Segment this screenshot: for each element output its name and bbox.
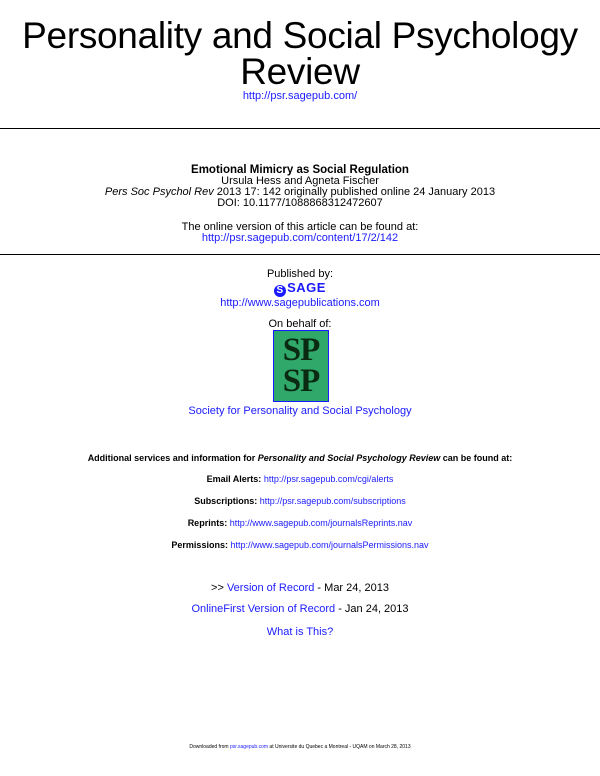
journal-title-line2: Review bbox=[240, 51, 360, 92]
services-heading-pre: Additional services and information for bbox=[87, 453, 258, 463]
publisher-link[interactable]: http://www.sagepublications.com bbox=[220, 297, 380, 309]
citation-details: 2013 17: 142 originally published online 24 January 2013 bbox=[213, 186, 496, 198]
divider-top bbox=[0, 128, 600, 129]
article-title: Emotional Mimicry as Social Regulation bbox=[191, 164, 409, 176]
journal-title-line1: Personality and Social Psychology bbox=[22, 15, 578, 56]
sage-logo[interactable] bbox=[274, 281, 326, 297]
online-version-text: The online version of this article can be found at: bbox=[181, 221, 419, 233]
article-authors: Ursula Hess and Agneta Fischer bbox=[221, 175, 379, 187]
service-reprints bbox=[0, 518, 600, 528]
onlinefirst-version-date: - Jan 24, 2013 bbox=[335, 603, 409, 615]
published-by-label: Published by: bbox=[266, 268, 334, 280]
footer-site-link[interactable]: psr.sagepub.com bbox=[229, 744, 269, 750]
spsp-logo-line1: SP bbox=[282, 332, 320, 368]
service-permissions bbox=[0, 540, 600, 550]
email-alerts-link[interactable]: http://psr.sagepub.com/cgi/alerts bbox=[263, 474, 394, 484]
version-of-record bbox=[0, 582, 600, 594]
services-heading-journal: Personality and Social Psychology Review bbox=[257, 453, 441, 463]
download-footer bbox=[0, 744, 600, 750]
service-label: Permissions: bbox=[171, 540, 228, 550]
citation-journal: Pers Soc Psychol Rev bbox=[104, 186, 214, 198]
publisher-info bbox=[0, 268, 600, 310]
onlinefirst-version-link[interactable]: OnlineFirst Version of Record bbox=[191, 603, 336, 615]
article-doi: DOI: 10.1177/1088868312472607 bbox=[217, 197, 383, 209]
what-is-this-link[interactable]: What is This? bbox=[266, 626, 334, 638]
article-info bbox=[0, 165, 600, 209]
version-of-record-date: - Mar 24, 2013 bbox=[314, 582, 389, 594]
journal-title bbox=[0, 15, 600, 92]
footer-pre: Downloaded from bbox=[189, 744, 230, 750]
sage-logo-text: SAGE bbox=[287, 280, 326, 295]
on-behalf-label: On behalf of: bbox=[268, 318, 332, 330]
services-heading bbox=[0, 453, 600, 463]
spsp-logo[interactable] bbox=[273, 330, 329, 402]
footer-post: at Universite du Quebec a Montreal - UQAM on March 28, 2013 bbox=[268, 744, 411, 750]
version-prefix: >> bbox=[211, 582, 227, 594]
version-of-record-link[interactable]: Version of Record bbox=[226, 582, 315, 594]
reprints-link[interactable]: http://www.sagepub.com/journalsReprints.nav bbox=[229, 518, 413, 528]
service-label: Email Alerts: bbox=[206, 474, 262, 484]
permissions-link[interactable]: http://www.sagepub.com/journalsPermissions.nav bbox=[230, 540, 429, 550]
online-version-link[interactable]: http://psr.sagepub.com/content/17/2/142 bbox=[201, 232, 399, 244]
sage-logo-mark: S bbox=[274, 285, 286, 297]
services-heading-post: can be found at: bbox=[440, 453, 513, 463]
service-email-alerts bbox=[0, 474, 600, 484]
service-label: Subscriptions: bbox=[194, 496, 258, 506]
service-subscriptions bbox=[0, 496, 600, 506]
service-label: Reprints: bbox=[187, 518, 228, 528]
divider-middle bbox=[0, 254, 600, 255]
journal-url-link[interactable]: http://psr.sagepub.com/ bbox=[242, 90, 358, 102]
spsp-logo-line2: SP bbox=[282, 363, 320, 399]
online-version bbox=[0, 222, 600, 244]
onlinefirst-version bbox=[0, 603, 600, 615]
subscriptions-link[interactable]: http://psr.sagepub.com/subscriptions bbox=[259, 496, 406, 506]
society-link[interactable]: Society for Personality and Social Psychology bbox=[188, 405, 412, 417]
